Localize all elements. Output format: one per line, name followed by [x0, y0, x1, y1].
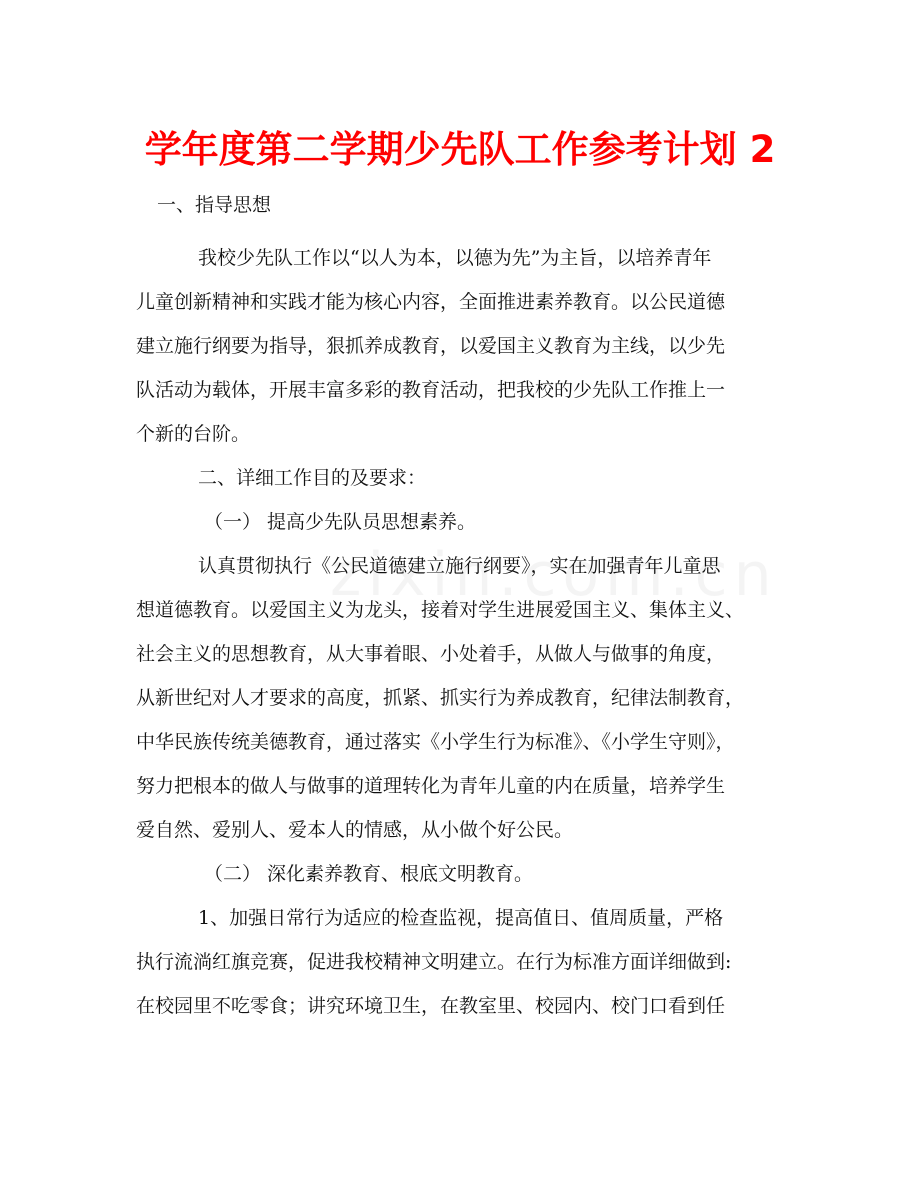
paragraph-2-line: 从新世纪对人才要求的高度，抓紧、抓实行为养成教育，纪律法制教育，: [136, 687, 745, 709]
document-title: 学年度第二学期少先队工作参考计划 2: [144, 128, 776, 171]
paragraph-1-line: 队活动为载体，开展丰富多彩的教育活动，把我校的少先队工作推上一: [136, 379, 726, 401]
paragraph-1-line: 儿童创新精神和实践才能为核心内容，全面推进素养教育。以公民道德: [136, 291, 726, 313]
paragraph-3-line: 在校园里不吃零食；讲究环境卫生，在教室里、校园内、校门口看到任: [136, 995, 726, 1017]
document-body: [136, 236, 786, 1028]
paragraph-1-line: 个新的台阶。: [136, 423, 251, 445]
sub-heading-2: [136, 852, 786, 896]
paragraph-3-line: 执行流淌红旗竞赛，促进我校精神文明建立。在行为标准方面详细做到:: [136, 951, 732, 973]
paragraph-3-line: 1、加强日常行为适应的检查监视，提高值日、值周质量，严格: [198, 907, 724, 929]
paragraph-2-line: 爱自然、爱别人、爱本人的情感，从小做个好公民。: [136, 819, 574, 841]
sub-heading-2-text: （二） 深化素养教育、根底文明教育。: [204, 863, 534, 885]
paragraph-2-line: 中华民族传统美德教育，通过落实《小学生行为标准》、《小学生守则》，: [136, 731, 735, 753]
sub-heading-1: [136, 500, 786, 544]
paragraph-1-line: 我校少先队工作以“以人为本，以德为先”为主旨，以培养青年: [198, 247, 712, 269]
section-heading-guiding-ideology: 一、指导思想: [157, 194, 272, 216]
paragraph-2: [136, 544, 786, 852]
paragraph-2-line: 社会主义的思想教育，从大事着眼、小处着手，从做人与做事的角度，: [136, 643, 726, 665]
paragraph-2-line: 想道德教育。以爱国主义为龙头，接着对学生进展爱国主义、集体主义、: [136, 599, 745, 621]
sub-heading-1-text: （一） 提高少先队员思想素养。: [204, 511, 477, 533]
section-heading-work-goals-text: 二、详细工作目的及要求：: [198, 467, 427, 489]
section-heading-work-goals: [136, 456, 786, 500]
paragraph-3: [136, 896, 786, 1028]
paragraph-2-line: 认真贯彻执行《公民道德建立施行纲要》，实在加强青年儿童思: [198, 555, 721, 577]
paragraph-2-line: 努力把根本的做人与做事的道理转化为青年儿童的内在质量，培养学生: [136, 775, 726, 797]
paragraph-1-line: 建立施行纲要为指导，狠抓养成教育，以爱国主义教育为主线，以少先: [136, 335, 726, 357]
paragraph-1: [136, 236, 786, 456]
